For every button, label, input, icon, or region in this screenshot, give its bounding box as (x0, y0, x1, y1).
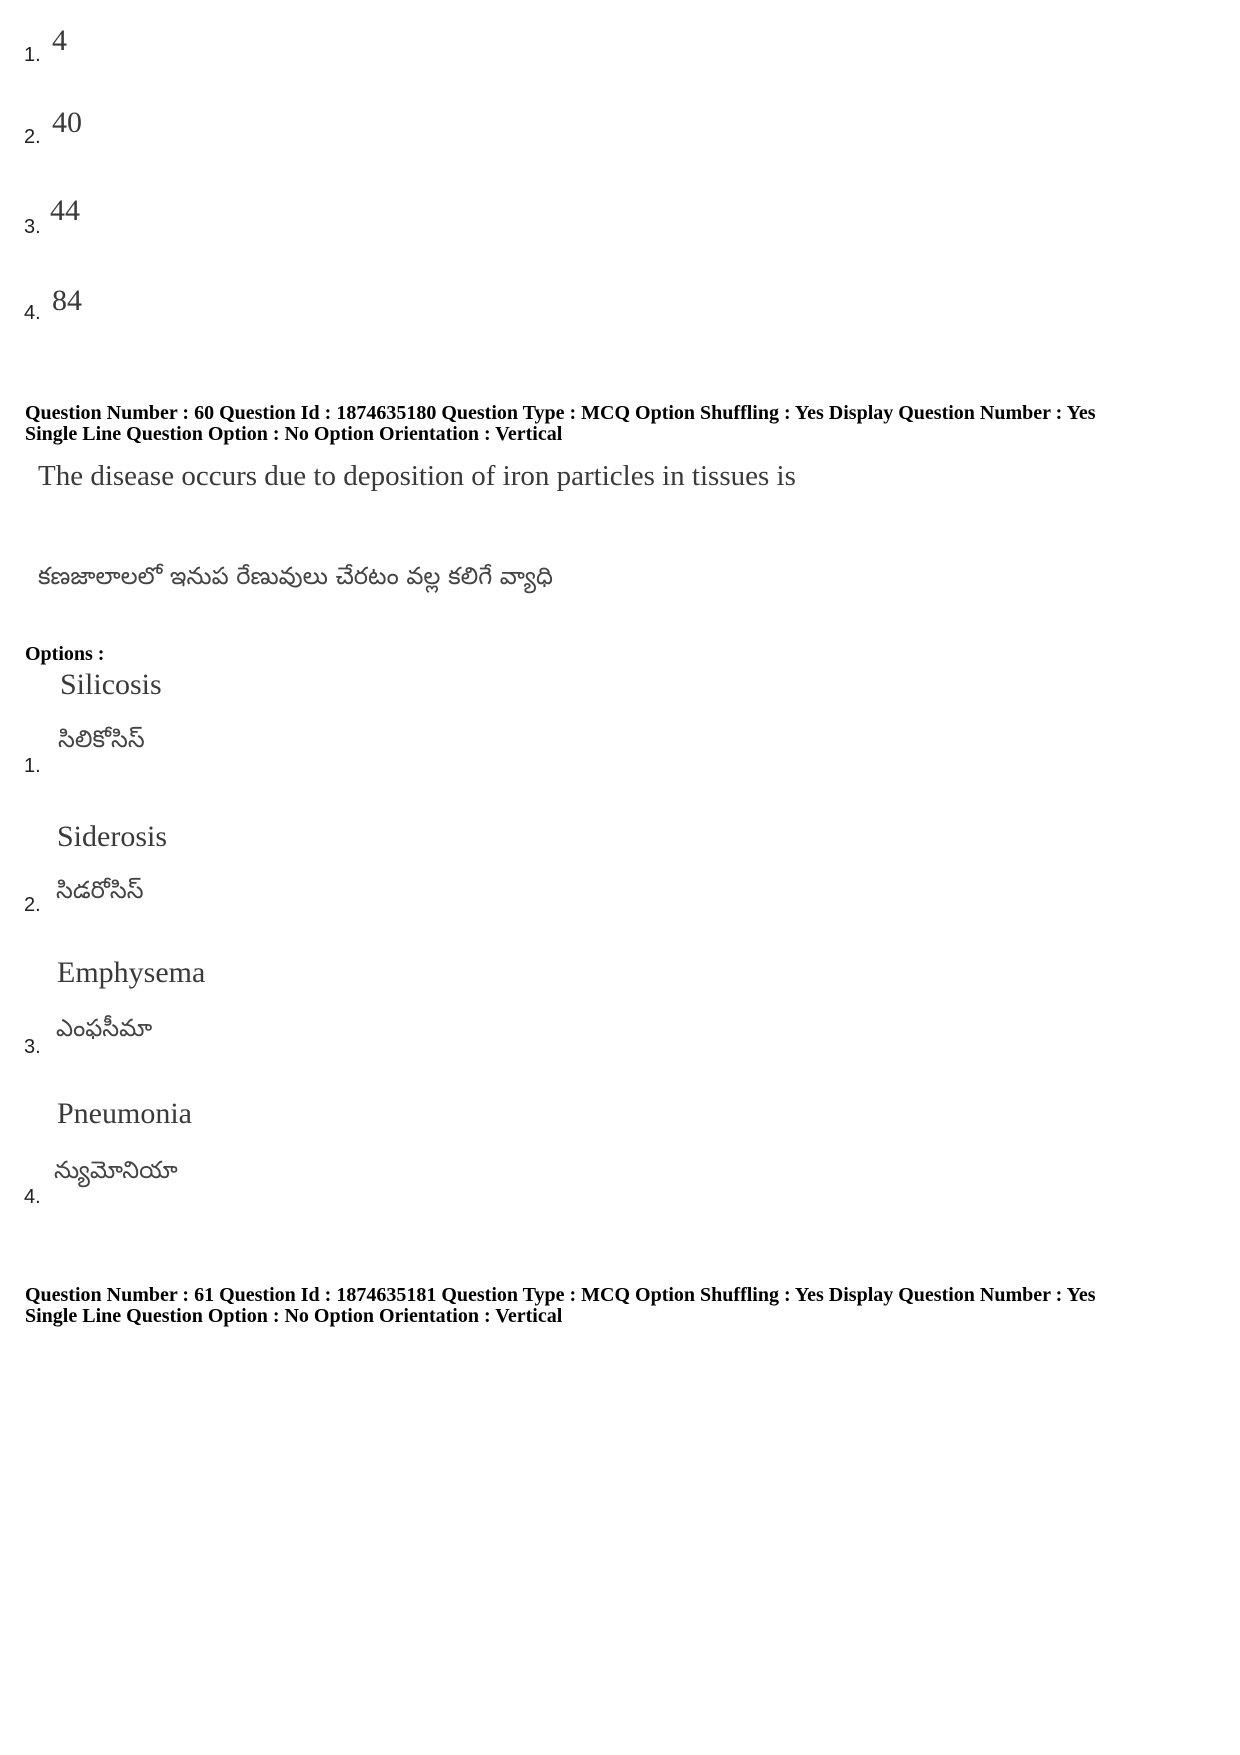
option-number: 1. (24, 755, 41, 777)
options-label: Options : (25, 643, 105, 665)
option-english: Silicosis (60, 668, 162, 701)
prev-option-value: 4 (52, 24, 67, 57)
prev-option-number: 1. (24, 44, 41, 66)
option-telugu: న్యుమోనియా (54, 1156, 178, 1184)
prev-option-value: 40 (52, 106, 82, 139)
option-telugu: సిలికోసిస్ (58, 725, 145, 753)
option-number: 4. (24, 1186, 41, 1208)
option-number: 3. (24, 1036, 41, 1058)
question-text-telugu: కణజాలాలలో ఇనుప రేణువులు చేరటం వల్ల కలిగే వ్యాధి (38, 562, 553, 590)
option-telugu: ఎంఫసీమా (56, 1014, 153, 1042)
option-english: Pneumonia (57, 1097, 192, 1130)
prev-option-number: 3. (24, 216, 41, 238)
question-meta-line1: Question Number : 61 Question Id : 1874635181 Question Type : MCQ Option Shuffling : Yes Display Question Number : Yes (25, 1284, 1096, 1306)
prev-option-value: 84 (52, 284, 82, 317)
question-meta-line2: Single Line Question Option : No Option Orientation : Vertical (25, 1305, 563, 1327)
option-number: 2. (24, 894, 41, 916)
prev-option-number: 4. (24, 302, 41, 324)
option-english: Siderosis (57, 820, 168, 853)
prev-option-value: 44 (50, 194, 80, 227)
question-meta-line2: Single Line Question Option : No Option Orientation : Vertical (25, 423, 563, 445)
prev-option-number: 2. (24, 126, 41, 148)
option-telugu: సిడరోసిస్ (56, 876, 144, 904)
question-text-english: The disease occurs due to deposition of iron particles in tissues is (38, 460, 796, 492)
option-english: Emphysema (57, 956, 206, 989)
question-meta-line1: Question Number : 60 Question Id : 1874635180 Question Type : MCQ Option Shuffling : Yes Display Question Number : Yes (25, 402, 1096, 424)
